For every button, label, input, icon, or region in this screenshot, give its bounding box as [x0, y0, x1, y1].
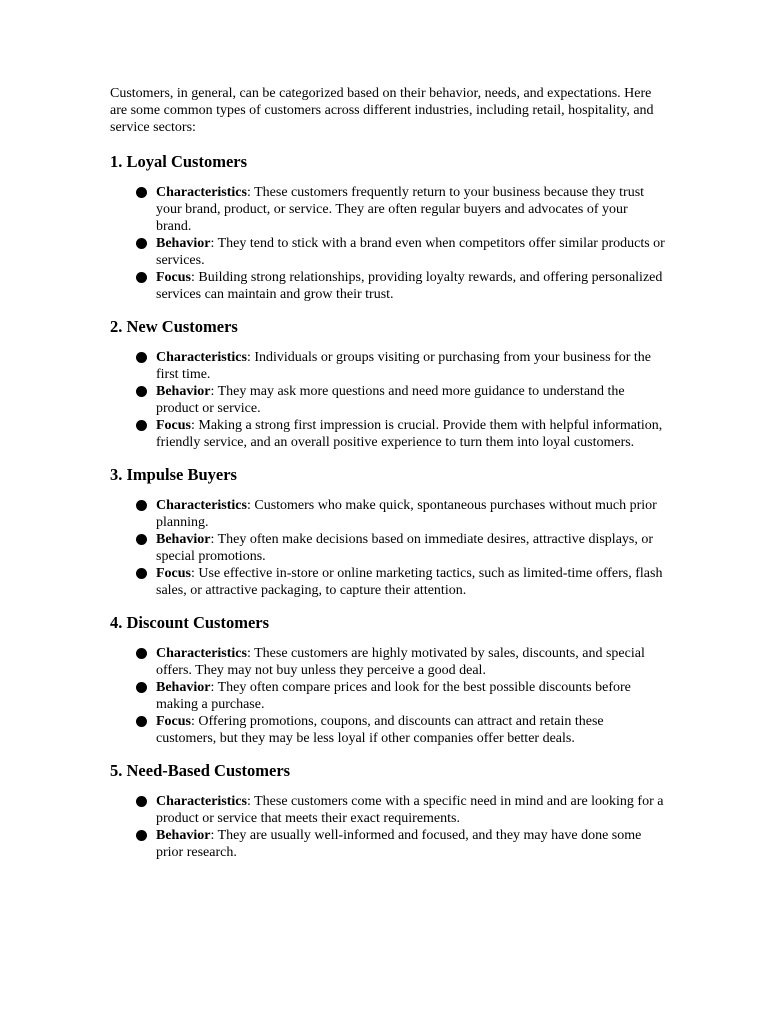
item-text: : Use effective in-store or online marketing tactics, such as limited-time offers, flash sales, or attractive packaging, to capture their attention.	[156, 566, 663, 598]
item-term: Behavior	[156, 828, 211, 843]
list-item	[110, 417, 665, 451]
section-heading: 2. New Customers	[110, 317, 238, 336]
bullet-list	[110, 497, 665, 599]
bullet-icon	[136, 682, 147, 693]
item-term: Behavior	[156, 532, 211, 547]
intro-paragraph: Customers, in general, can be categorized based on their behavior, needs, and expectations. Here are some common types of customers across different industries, including retail, hospitality, and service sectors:	[110, 86, 654, 135]
section-new-customers	[110, 317, 665, 451]
section-heading: 5. Need-Based Customers	[110, 761, 291, 780]
list-item	[110, 497, 665, 531]
section-heading: 3. Impulse Buyers	[110, 465, 237, 484]
section-need-based-customers	[110, 761, 665, 861]
bullet-icon	[136, 187, 147, 198]
list-item	[110, 713, 665, 747]
section-impulse-buyers	[110, 465, 665, 599]
bullet-list	[110, 349, 665, 451]
list-item	[110, 679, 665, 713]
item-term: Characteristics	[156, 794, 247, 809]
item-term: Behavior	[156, 680, 211, 695]
item-text: : They tend to stick with a brand even when competitors offer similar products or services.	[156, 236, 665, 268]
section-discount-customers	[110, 613, 665, 747]
list-item	[110, 827, 665, 861]
item-text: : They may ask more questions and need more guidance to understand the product or service.	[156, 384, 625, 416]
item-term: Characteristics	[156, 646, 247, 661]
item-text: : Making a strong first impression is crucial. Provide them with helpful information, friendly service, and an overall positive experience to turn them into loyal customers.	[156, 418, 663, 450]
item-text: : Offering promotions, coupons, and discounts can attract and retain these customers, but they may be less loyal if other companies offer better deals.	[156, 714, 604, 746]
item-text: : These customers are highly motivated by sales, discounts, and special offers. They may not buy unless they perceive a good deal.	[156, 646, 645, 678]
section-loyal-customers	[110, 152, 665, 303]
item-text: : Customers who make quick, spontaneous purchases without much prior planning.	[156, 498, 657, 530]
bullet-icon	[136, 716, 147, 727]
item-text: : These customers frequently return to your business because they trust your brand, product, or service. They are often regular buyers and advocates of your brand.	[156, 185, 645, 234]
section-heading: 4. Discount Customers	[110, 613, 270, 632]
list-item	[110, 793, 665, 827]
bullet-icon	[136, 500, 147, 511]
document-page	[110, 85, 665, 875]
list-item	[110, 645, 665, 679]
item-term: Characteristics	[156, 350, 247, 365]
bullet-icon	[136, 648, 147, 659]
item-term: Focus	[156, 566, 191, 581]
bullet-icon	[136, 568, 147, 579]
list-item	[110, 349, 665, 383]
item-term: Characteristics	[156, 185, 247, 200]
item-term: Focus	[156, 418, 191, 433]
bullet-icon	[136, 796, 147, 807]
bullet-icon	[136, 534, 147, 545]
list-item	[110, 531, 665, 565]
bullet-icon	[136, 272, 147, 283]
item-term: Behavior	[156, 236, 211, 251]
item-text: : Building strong relationships, providing loyalty rewards, and offering personalized services can maintain and grow their trust.	[156, 270, 663, 302]
bullet-icon	[136, 238, 147, 249]
item-term: Focus	[156, 714, 191, 729]
item-term: Characteristics	[156, 498, 247, 513]
bullet-list	[110, 184, 665, 303]
item-text: : Individuals or groups visiting or purchasing from your business for the first time.	[156, 350, 651, 382]
bullet-list	[110, 645, 665, 747]
list-item	[110, 383, 665, 417]
bullet-list	[110, 793, 665, 861]
bullet-icon	[136, 420, 147, 431]
list-item	[110, 565, 665, 599]
list-item	[110, 184, 665, 235]
item-text: : These customers come with a specific need in mind and are looking for a product or service that meets their exact requirements.	[156, 794, 664, 826]
item-text: : They often compare prices and look for the best possible discounts before making a purchase.	[156, 680, 631, 712]
bullet-icon	[136, 352, 147, 363]
item-term: Focus	[156, 270, 191, 285]
section-heading: 1. Loyal Customers	[110, 152, 248, 171]
bullet-icon	[136, 830, 147, 841]
list-item	[110, 269, 665, 303]
list-item	[110, 235, 665, 269]
item-text: : They are usually well-informed and focused, and they may have done some prior research.	[156, 828, 642, 860]
item-text: : They often make decisions based on immediate desires, attractive displays, or special promotions.	[156, 532, 654, 564]
bullet-icon	[136, 386, 147, 397]
item-term: Behavior	[156, 384, 211, 399]
